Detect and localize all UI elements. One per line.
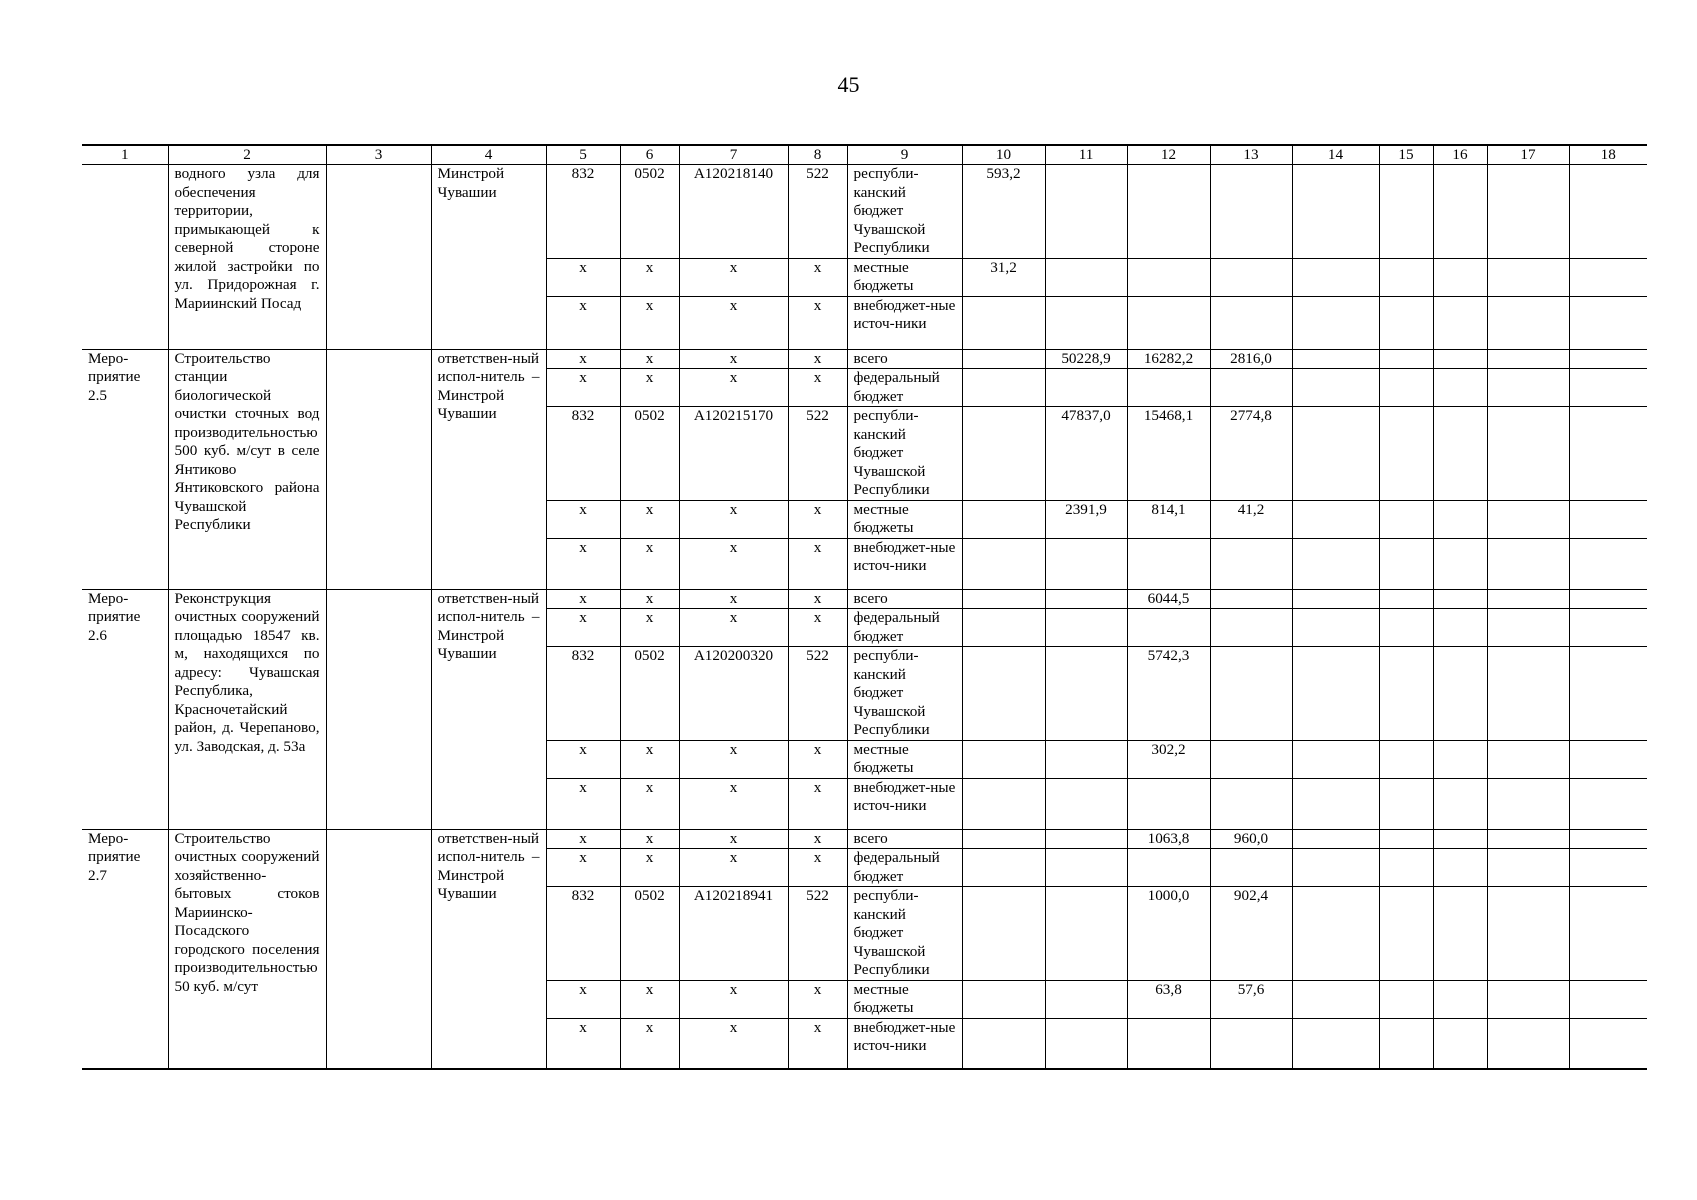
funding-source: всего	[847, 589, 962, 609]
value-col-12: 16282,2	[1127, 349, 1210, 369]
value-col-12	[1127, 296, 1210, 349]
value-col-12	[1127, 849, 1210, 887]
value-col-11	[1045, 980, 1127, 1018]
value-col-10	[962, 369, 1045, 407]
column-number-8: 8	[788, 145, 847, 165]
value-col-15	[1379, 500, 1433, 538]
value-col-16	[1433, 829, 1487, 849]
grbs-code: х	[546, 500, 620, 538]
value-col-16	[1433, 740, 1487, 778]
column-number-16: 16	[1433, 145, 1487, 165]
value-col-11	[1045, 1018, 1127, 1069]
value-col-11	[1045, 258, 1127, 296]
column-number-15: 15	[1379, 145, 1433, 165]
value-col-18	[1569, 778, 1647, 829]
grbs-code: х	[546, 740, 620, 778]
value-col-16	[1433, 778, 1487, 829]
value-col-13	[1210, 165, 1292, 259]
column-number-14: 14	[1292, 145, 1379, 165]
value-col-15	[1379, 849, 1433, 887]
value-col-17	[1487, 609, 1569, 647]
value-col-17	[1487, 538, 1569, 589]
value-col-15	[1379, 407, 1433, 501]
grbs-code: 832	[546, 165, 620, 259]
grbs-code: х	[546, 296, 620, 349]
column-number-6: 6	[620, 145, 679, 165]
value-col-14	[1292, 609, 1379, 647]
value-col-12	[1127, 258, 1210, 296]
value-col-17	[1487, 829, 1569, 849]
value-col-12: 1000,0	[1127, 887, 1210, 981]
target-article: А120200320	[679, 647, 788, 741]
value-col-16	[1433, 647, 1487, 741]
value-col-11	[1045, 849, 1127, 887]
grbs-code: х	[546, 538, 620, 589]
funding-source: внебюджет-ные источ-ники	[847, 778, 962, 829]
column-number-5: 5	[546, 145, 620, 165]
section-code: х	[620, 778, 679, 829]
target-article: х	[679, 740, 788, 778]
value-col-18	[1569, 980, 1647, 1018]
section-code: х	[620, 349, 679, 369]
grbs-code: х	[546, 369, 620, 407]
grbs-code: х	[546, 349, 620, 369]
table-row	[82, 165, 1647, 259]
funding-source: внебюджет-ные источ-ники	[847, 296, 962, 349]
expense-type: 522	[788, 647, 847, 741]
value-col-18	[1569, 829, 1647, 849]
table-row	[82, 589, 1647, 609]
value-col-13	[1210, 1018, 1292, 1069]
measure-name: Строительство очистных сооружений хозяйственно-бытовых стоков Мариинско-Посадского городского поселения производительностью 50 куб. м/сут	[168, 829, 326, 1069]
expense-type: х	[788, 849, 847, 887]
value-col-18	[1569, 647, 1647, 741]
value-col-14	[1292, 538, 1379, 589]
program-cell	[326, 165, 431, 350]
value-col-10	[962, 538, 1045, 589]
grbs-code: х	[546, 980, 620, 1018]
funding-source: внебюджет-ные источ-ники	[847, 1018, 962, 1069]
value-col-12: 63,8	[1127, 980, 1210, 1018]
target-article: х	[679, 349, 788, 369]
value-col-14	[1292, 829, 1379, 849]
target-article: х	[679, 849, 788, 887]
value-col-14	[1292, 1018, 1379, 1069]
value-col-18	[1569, 1018, 1647, 1069]
expense-type: х	[788, 1018, 847, 1069]
value-col-10	[962, 1018, 1045, 1069]
value-col-17	[1487, 258, 1569, 296]
expense-type: х	[788, 589, 847, 609]
value-col-11	[1045, 740, 1127, 778]
value-col-17	[1487, 1018, 1569, 1069]
executor: ответствен-ный испол-нитель – Минстрой Чувашии	[431, 349, 546, 589]
value-col-10	[962, 980, 1045, 1018]
target-article: х	[679, 538, 788, 589]
section-code: х	[620, 1018, 679, 1069]
value-col-12: 15468,1	[1127, 407, 1210, 501]
value-col-15	[1379, 349, 1433, 369]
grbs-code: х	[546, 1018, 620, 1069]
measure-name: Реконструкция очистных сооружений площадью 18547 кв. м, находящихся по адресу: Чувашская Республика, Красночетайский район, д. Черепаново, ул. Заводская, д. 53а	[168, 589, 326, 829]
value-col-15	[1379, 740, 1433, 778]
expense-type: х	[788, 609, 847, 647]
value-col-15	[1379, 647, 1433, 741]
funding-source: федеральный бюджет	[847, 609, 962, 647]
value-col-11: 2391,9	[1045, 500, 1127, 538]
column-number-7: 7	[679, 145, 788, 165]
expense-type: х	[788, 500, 847, 538]
value-col-11	[1045, 778, 1127, 829]
value-col-14	[1292, 349, 1379, 369]
target-article: х	[679, 609, 788, 647]
target-article: А120218941	[679, 887, 788, 981]
value-col-18	[1569, 500, 1647, 538]
target-article: х	[679, 829, 788, 849]
column-number-18: 18	[1569, 145, 1647, 165]
expense-type: 522	[788, 165, 847, 259]
value-col-13: 960,0	[1210, 829, 1292, 849]
section-code: х	[620, 609, 679, 647]
expense-type: х	[788, 980, 847, 1018]
value-col-12	[1127, 369, 1210, 407]
value-col-13	[1210, 609, 1292, 647]
value-col-16	[1433, 258, 1487, 296]
value-col-16	[1433, 980, 1487, 1018]
value-col-17	[1487, 296, 1569, 349]
funding-source: республи-канский бюджет Чувашской Республики	[847, 887, 962, 981]
section-code: х	[620, 829, 679, 849]
value-col-15	[1379, 609, 1433, 647]
value-col-17	[1487, 407, 1569, 501]
value-col-10	[962, 778, 1045, 829]
value-col-12: 5742,3	[1127, 647, 1210, 741]
column-number-17: 17	[1487, 145, 1569, 165]
funding-source: местные бюджеты	[847, 500, 962, 538]
measure-code	[82, 165, 168, 350]
value-col-15	[1379, 589, 1433, 609]
value-col-18	[1569, 589, 1647, 609]
value-col-14	[1292, 589, 1379, 609]
program-cell	[326, 829, 431, 1069]
section-code: х	[620, 740, 679, 778]
expense-type: 522	[788, 887, 847, 981]
value-col-16	[1433, 369, 1487, 407]
value-col-13	[1210, 778, 1292, 829]
target-article: х	[679, 1018, 788, 1069]
value-col-15	[1379, 829, 1433, 849]
value-col-12: 1063,8	[1127, 829, 1210, 849]
table-row	[82, 349, 1647, 369]
column-number-4: 4	[431, 145, 546, 165]
value-col-12	[1127, 778, 1210, 829]
value-col-14	[1292, 778, 1379, 829]
section-code: х	[620, 500, 679, 538]
value-col-17	[1487, 589, 1569, 609]
value-col-17	[1487, 778, 1569, 829]
funding-source: федеральный бюджет	[847, 849, 962, 887]
target-article: х	[679, 296, 788, 349]
value-col-18	[1569, 887, 1647, 981]
value-col-14	[1292, 165, 1379, 259]
section-code: 0502	[620, 647, 679, 741]
funding-source: республи-канский бюджет Чувашской Республики	[847, 165, 962, 259]
value-col-14	[1292, 647, 1379, 741]
value-col-16	[1433, 589, 1487, 609]
table-body	[82, 165, 1647, 1070]
target-article: х	[679, 369, 788, 407]
value-col-16	[1433, 538, 1487, 589]
program-cell	[326, 589, 431, 829]
funding-source: республи-канский бюджет Чувашской Республики	[847, 407, 962, 501]
section-code: х	[620, 849, 679, 887]
value-col-16	[1433, 349, 1487, 369]
value-col-14	[1292, 407, 1379, 501]
value-col-12: 6044,5	[1127, 589, 1210, 609]
expense-type: х	[788, 829, 847, 849]
value-col-10: 593,2	[962, 165, 1045, 259]
value-col-18	[1569, 349, 1647, 369]
value-col-15	[1379, 296, 1433, 349]
value-col-10	[962, 500, 1045, 538]
value-col-18	[1569, 296, 1647, 349]
value-col-14	[1292, 258, 1379, 296]
value-col-10: 31,2	[962, 258, 1045, 296]
grbs-code: х	[546, 609, 620, 647]
grbs-code: 832	[546, 887, 620, 981]
section-code: х	[620, 258, 679, 296]
executor: ответствен-ный испол-нитель – Минстрой Чувашии	[431, 589, 546, 829]
column-number-13: 13	[1210, 145, 1292, 165]
value-col-11	[1045, 609, 1127, 647]
value-col-13	[1210, 538, 1292, 589]
value-col-13: 2816,0	[1210, 349, 1292, 369]
executor: ответствен-ный испол-нитель – Минстрой Чувашии	[431, 829, 546, 1069]
value-col-14	[1292, 849, 1379, 887]
expense-type: х	[788, 778, 847, 829]
grbs-code: х	[546, 258, 620, 296]
value-col-14	[1292, 740, 1379, 778]
value-col-16	[1433, 849, 1487, 887]
value-col-15	[1379, 258, 1433, 296]
value-col-17	[1487, 165, 1569, 259]
value-col-18	[1569, 369, 1647, 407]
value-col-12	[1127, 165, 1210, 259]
value-col-13	[1210, 296, 1292, 349]
value-col-13	[1210, 258, 1292, 296]
value-col-17	[1487, 887, 1569, 981]
value-col-13: 2774,8	[1210, 407, 1292, 501]
section-code: х	[620, 980, 679, 1018]
value-col-17	[1487, 349, 1569, 369]
value-col-14	[1292, 369, 1379, 407]
value-col-18	[1569, 849, 1647, 887]
value-col-11	[1045, 887, 1127, 981]
value-col-13	[1210, 369, 1292, 407]
value-col-16	[1433, 407, 1487, 501]
section-code: х	[620, 589, 679, 609]
target-article: х	[679, 980, 788, 1018]
value-col-18	[1569, 740, 1647, 778]
grbs-code: 832	[546, 647, 620, 741]
grbs-code: 832	[546, 407, 620, 501]
value-col-10	[962, 887, 1045, 981]
value-col-13	[1210, 589, 1292, 609]
value-col-13: 57,6	[1210, 980, 1292, 1018]
target-article: А120218140	[679, 165, 788, 259]
section-code: 0502	[620, 165, 679, 259]
value-col-17	[1487, 980, 1569, 1018]
value-col-13	[1210, 849, 1292, 887]
value-col-17	[1487, 369, 1569, 407]
program-cell	[326, 349, 431, 589]
expense-type: х	[788, 349, 847, 369]
table-row	[82, 829, 1647, 849]
value-col-10	[962, 740, 1045, 778]
column-number-2: 2	[168, 145, 326, 165]
expense-type: х	[788, 740, 847, 778]
value-col-11: 47837,0	[1045, 407, 1127, 501]
grbs-code: х	[546, 778, 620, 829]
value-col-17	[1487, 647, 1569, 741]
column-number-12: 12	[1127, 145, 1210, 165]
value-col-16	[1433, 500, 1487, 538]
value-col-16	[1433, 609, 1487, 647]
value-col-18	[1569, 538, 1647, 589]
funding-source: местные бюджеты	[847, 740, 962, 778]
measure-code: Меро-приятие 2.6	[82, 589, 168, 829]
page-number: 45	[837, 72, 860, 97]
section-code: х	[620, 538, 679, 589]
column-number-3: 3	[326, 145, 431, 165]
value-col-15	[1379, 165, 1433, 259]
value-col-16	[1433, 296, 1487, 349]
value-col-11: 50228,9	[1045, 349, 1127, 369]
grbs-code: х	[546, 849, 620, 887]
value-col-15	[1379, 538, 1433, 589]
target-article: х	[679, 258, 788, 296]
measure-name: водного узла для обеспечения территории, примыкающей к северной стороне жилой застройки по ул. Придорожная г. Мариинский Посад	[168, 165, 326, 350]
value-col-10	[962, 349, 1045, 369]
section-code: 0502	[620, 887, 679, 981]
value-col-12: 814,1	[1127, 500, 1210, 538]
value-col-11	[1045, 538, 1127, 589]
value-col-14	[1292, 500, 1379, 538]
column-number-9: 9	[847, 145, 962, 165]
measure-code: Меро-приятие 2.5	[82, 349, 168, 589]
value-col-15	[1379, 778, 1433, 829]
value-col-14	[1292, 980, 1379, 1018]
value-col-13	[1210, 647, 1292, 741]
funding-source: республи-канский бюджет Чувашской Республики	[847, 647, 962, 741]
value-col-10	[962, 589, 1045, 609]
value-col-10	[962, 647, 1045, 741]
value-col-11	[1045, 589, 1127, 609]
column-number-header	[82, 145, 1647, 165]
value-col-17	[1487, 740, 1569, 778]
funding-source: внебюджет-ные источ-ники	[847, 538, 962, 589]
column-number-1: 1	[82, 145, 168, 165]
target-article: х	[679, 500, 788, 538]
value-col-18	[1569, 165, 1647, 259]
funding-source: всего	[847, 829, 962, 849]
target-article: х	[679, 778, 788, 829]
grbs-code: х	[546, 589, 620, 609]
value-col-14	[1292, 296, 1379, 349]
value-col-15	[1379, 887, 1433, 981]
value-col-10	[962, 849, 1045, 887]
value-col-16	[1433, 165, 1487, 259]
value-col-11	[1045, 829, 1127, 849]
value-col-16	[1433, 887, 1487, 981]
value-col-12	[1127, 538, 1210, 589]
target-article: А120215170	[679, 407, 788, 501]
grbs-code: х	[546, 829, 620, 849]
funding-source: всего	[847, 349, 962, 369]
value-col-10	[962, 296, 1045, 349]
value-col-17	[1487, 849, 1569, 887]
measure-name: Строительство станции биологической очистки сточных вод производительностью 500 куб. м/сут в селе Янтиково Янтиковского района Чувашской Республики	[168, 349, 326, 589]
value-col-11	[1045, 647, 1127, 741]
value-col-13	[1210, 740, 1292, 778]
expense-type: 522	[788, 407, 847, 501]
funding-source: местные бюджеты	[847, 258, 962, 296]
value-col-15	[1379, 1018, 1433, 1069]
executor: Минстрой Чувашии	[431, 165, 546, 350]
target-article: х	[679, 589, 788, 609]
expense-type: х	[788, 369, 847, 407]
funding-source: федеральный бюджет	[847, 369, 962, 407]
value-col-12: 302,2	[1127, 740, 1210, 778]
value-col-11	[1045, 165, 1127, 259]
value-col-13: 902,4	[1210, 887, 1292, 981]
column-number-10: 10	[962, 145, 1045, 165]
value-col-11	[1045, 369, 1127, 407]
measure-code: Меро-приятие 2.7	[82, 829, 168, 1069]
value-col-17	[1487, 500, 1569, 538]
value-col-16	[1433, 1018, 1487, 1069]
value-col-14	[1292, 887, 1379, 981]
value-col-18	[1569, 258, 1647, 296]
value-col-15	[1379, 369, 1433, 407]
expense-type: х	[788, 258, 847, 296]
expense-type: х	[788, 538, 847, 589]
section-code: 0502	[620, 407, 679, 501]
budget-table	[82, 144, 1647, 1070]
section-code: х	[620, 369, 679, 407]
value-col-10	[962, 407, 1045, 501]
value-col-13: 41,2	[1210, 500, 1292, 538]
value-col-11	[1045, 296, 1127, 349]
value-col-10	[962, 609, 1045, 647]
value-col-12	[1127, 609, 1210, 647]
value-col-10	[962, 829, 1045, 849]
value-col-18	[1569, 407, 1647, 501]
funding-source: местные бюджеты	[847, 980, 962, 1018]
section-code: х	[620, 296, 679, 349]
value-col-18	[1569, 609, 1647, 647]
column-number-11: 11	[1045, 145, 1127, 165]
expense-type: х	[788, 296, 847, 349]
value-col-12	[1127, 1018, 1210, 1069]
value-col-15	[1379, 980, 1433, 1018]
